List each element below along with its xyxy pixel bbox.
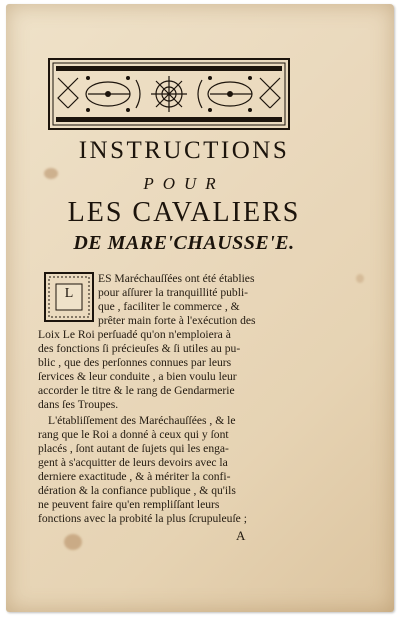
paper-stain <box>64 534 82 550</box>
text-line: L'établiſſement des Maréchauſſées , & le <box>48 414 236 427</box>
text-line: derniere exactitude , & à mériter la confi- <box>38 470 231 483</box>
title-line-instructions: INSTRUCTIONS <box>78 137 290 164</box>
paper-stain <box>356 274 364 283</box>
text-line: dération & la confiance publique , & qu'ils <box>38 484 236 497</box>
text-line: rang que le Roi a donné à ceux qui y ſont <box>38 428 229 441</box>
text-line: dans ſes Troupes. <box>38 398 119 411</box>
title-line-pour: POUR <box>143 174 225 193</box>
text-line: blic , que des perſonnes connues par leurs <box>38 356 232 369</box>
catchword-signature: A <box>236 528 246 543</box>
title-line-cavaliers: LES CAVALIERS <box>67 197 301 228</box>
text-line: Loix Le Roi perſuadé qu'on n'emploiera à <box>38 328 231 341</box>
title-line-marechaussee: DE MARE'CHAUSSE'E. <box>73 232 295 254</box>
text-line: des fonctions ſi précieuſes & ſi utiles au pu- <box>38 342 241 355</box>
drop-cap-letter: L <box>64 286 74 301</box>
text-line: pour aſſurer la tranquillité publi- <box>98 286 249 299</box>
text-line: accorder le titre & le rang de Gendarmerie <box>38 384 235 397</box>
text-line: gent à s'acquitter de leurs devoirs avec la <box>38 456 228 469</box>
text-line: ſervices & leur conduite , a bien voulu leur <box>38 370 237 383</box>
text-line: ES Maréchauſſées ont été établies <box>98 272 255 285</box>
text-line: placés , ſont autant de ſujets qui les enga- <box>38 442 229 455</box>
decorated-drop-cap <box>44 272 94 322</box>
text-line: prêter main forte à l'exécution des <box>98 314 256 327</box>
text-line: fonctions avec la probité la plus ſcrupuleuſe ; <box>38 512 247 525</box>
text-line: ne peuvent faire qu'en rempliſſant leurs <box>38 498 220 511</box>
decorative-headpiece-ornament <box>48 58 290 130</box>
text-line: que , faciliter le commerce , & <box>98 300 240 313</box>
document-page <box>6 4 394 612</box>
